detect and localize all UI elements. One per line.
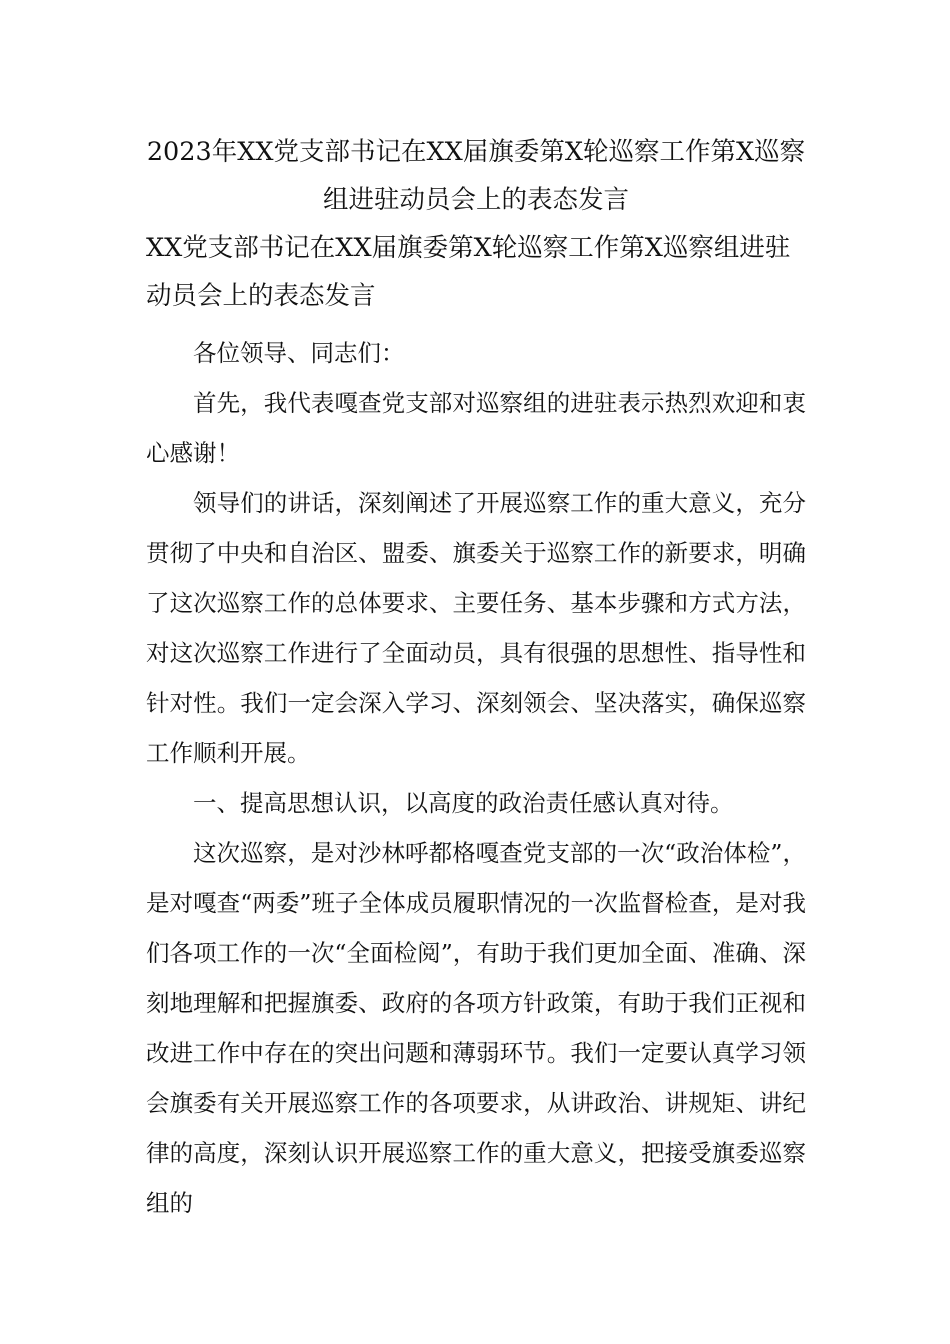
document-body bbox=[146, 128, 806, 1228]
leaders-speech-paragraph: 领导们的讲话，深刻阐述了开展巡察工作的重大意义，充分贯彻了中央和自治区、盟委、旗委关于巡察工作的新要求，明确了这次巡察工作的总体要求、主要任务、基本步骤和方式方法，对这次巡察工作进行了全面动员，具有很强的思想性、指导性和针对性。我们一定会深入学习、深刻领会、坚决落实，确保巡察工作顺利开展。 bbox=[146, 489, 806, 767]
inspection-significance-paragraph: 这次巡察，是对沙林呼都格嘎查党支部的一次“政治体检”，是对嘎查“两委”班子全体成员履职情况的一次监督检查，是对我们各项工作的一次“全面检阅”，有助于我们更加全面、准确、深刻地理解和把握旗委、政府的各项方针政策，有助于我们正视和改进工作中存在的突出问题和薄弱环节。我们一定要认真学习领会旗委有关开展巡察工作的各项要求，从讲政治、讲规矩、讲纪律的高度，深刻认识开展巡察工作的重大意义，把接受旗委巡察组的 bbox=[146, 839, 806, 1217]
welcome-paragraph: 首先，我代表嘎查党支部对巡察组的进驻表示热烈欢迎和衷心感谢！ bbox=[146, 389, 806, 467]
document-subtitle: XX党支部书记在XX届旗委第X轮巡察工作第X巡察组进驻动员会上的表态发言 bbox=[146, 233, 791, 311]
document-title: 2023年XX党支部书记在XX届旗委第X轮巡察工作第X巡察组进驻动员会上的表态发言 bbox=[146, 137, 806, 215]
section-heading-1: 一、提高思想认识，以高度的政治责任感认真对待。 bbox=[193, 789, 734, 817]
salutation-paragraph: 各位领导、同志们： bbox=[193, 339, 405, 367]
